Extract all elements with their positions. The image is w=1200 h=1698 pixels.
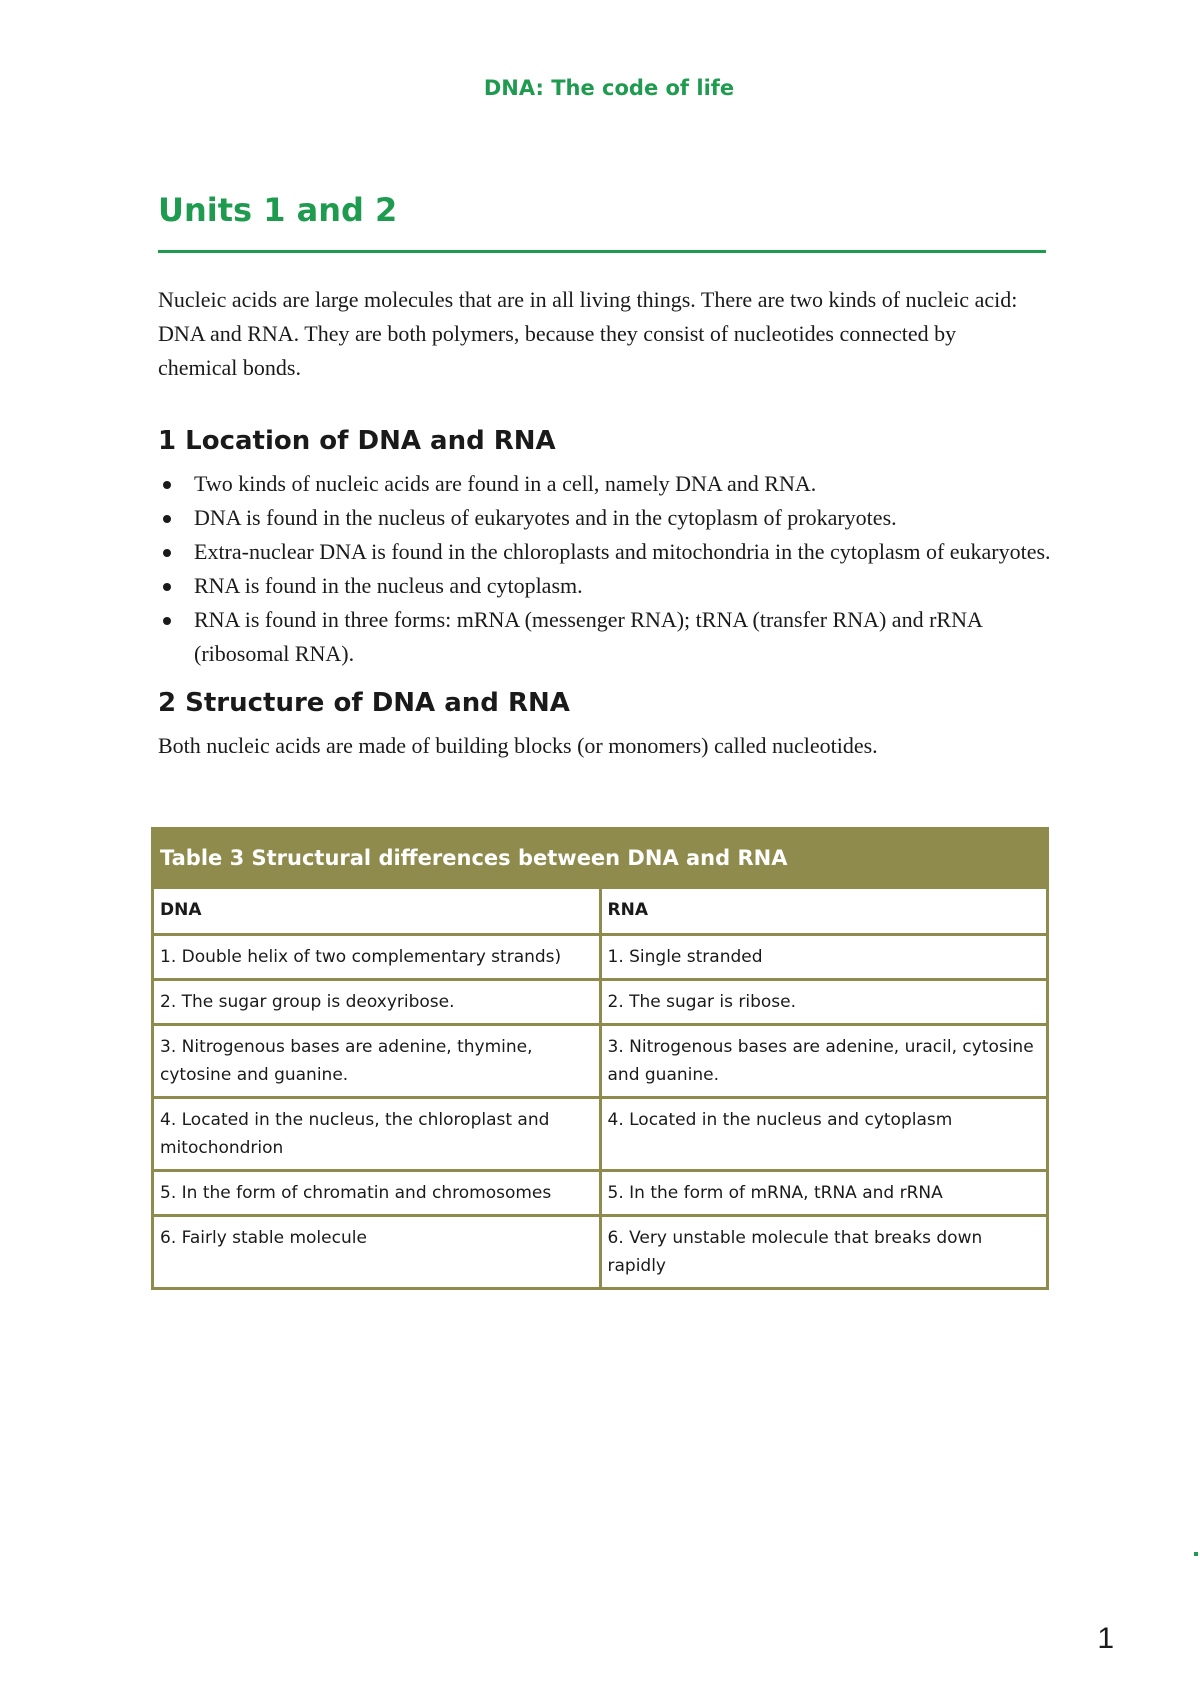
location-bullet-list — [158, 467, 1051, 671]
table-row — [153, 1098, 1048, 1171]
table-cell-dna: 6. Fairly stable molecule — [153, 1216, 601, 1289]
section-heading-structure: 2 Structure of DNA and RNA — [158, 688, 570, 718]
column-header-dna: DNA — [153, 888, 601, 935]
page-number: 1 — [1097, 1622, 1114, 1655]
table-row — [153, 1216, 1048, 1289]
table-cell-rna: 2. The sugar is ribose. — [600, 980, 1048, 1025]
table-caption: Table 3 Structural differences between DNA and RNA — [151, 827, 1049, 886]
table-cell-dna: 2. The sugar group is deoxyribose. — [153, 980, 601, 1025]
table-row — [153, 980, 1048, 1025]
table-row — [153, 1025, 1048, 1098]
dna-rna-differences-table — [151, 827, 1049, 1290]
table-cell-dna: 3. Nitrogenous bases are adenine, thymine, cytosine and guanine. — [153, 1025, 601, 1098]
bullet-item: RNA is found in three forms: mRNA (messenger RNA); tRNA (transfer RNA) and rRNA (ribosomal RNA). — [158, 603, 1074, 671]
table-cell-rna: 3. Nitrogenous bases are adenine, uracil, cytosine and guanine. — [600, 1025, 1048, 1098]
table-cell-dna: 5. In the form of chromatin and chromosomes — [153, 1171, 601, 1216]
page-content — [158, 188, 1051, 763]
table-cell-dna: 4. Located in the nucleus, the chloroplast and mitochondrion — [153, 1098, 601, 1171]
edge-mark — [1194, 1552, 1198, 1556]
table-cell-rna: 6. Very unstable molecule that breaks down rapidly — [600, 1216, 1048, 1289]
table-cell-rna: 5. In the form of mRNA, tRNA and rRNA — [600, 1171, 1048, 1216]
column-header-rna: RNA — [600, 888, 1048, 935]
intro-paragraph: Nucleic acids are large molecules that are in all living things. There are two kinds of nucleic acid: DNA and RNA. They are both polymers, because they consist of nucleotides connected by chemical bonds. — [158, 287, 1018, 380]
structure-paragraph: Both nucleic acids are made of building blocks (or monomers) called nucleotides. — [158, 733, 878, 758]
table-row — [153, 935, 1048, 980]
bullet-item: Two kinds of nucleic acids are found in a cell, namely DNA and RNA. — [158, 467, 1074, 501]
table-cell-dna: 1. Double helix of two complementary strands) — [153, 935, 601, 980]
running-header-title: DNA: The code of life — [483, 76, 735, 100]
bullet-item: RNA is found in the nucleus and cytoplasm. — [158, 569, 1074, 603]
unit-title: Units 1 and 2 — [158, 191, 398, 229]
table-row — [153, 1171, 1048, 1216]
table-cell-rna: 4. Located in the nucleus and cytoplasm — [600, 1098, 1048, 1171]
bullet-item: DNA is found in the nucleus of eukaryotes and in the cytoplasm of prokaryotes. — [158, 501, 1074, 535]
table-cell-rna: 1. Single stranded — [600, 935, 1048, 980]
title-divider — [158, 250, 1046, 253]
table-header-row — [153, 888, 1048, 935]
bullet-item: Extra-nuclear DNA is found in the chloroplasts and mitochondria in the cytoplasm of eukaryotes. — [158, 535, 1074, 569]
section-heading-location: 1 Location of DNA and RNA — [158, 426, 556, 456]
